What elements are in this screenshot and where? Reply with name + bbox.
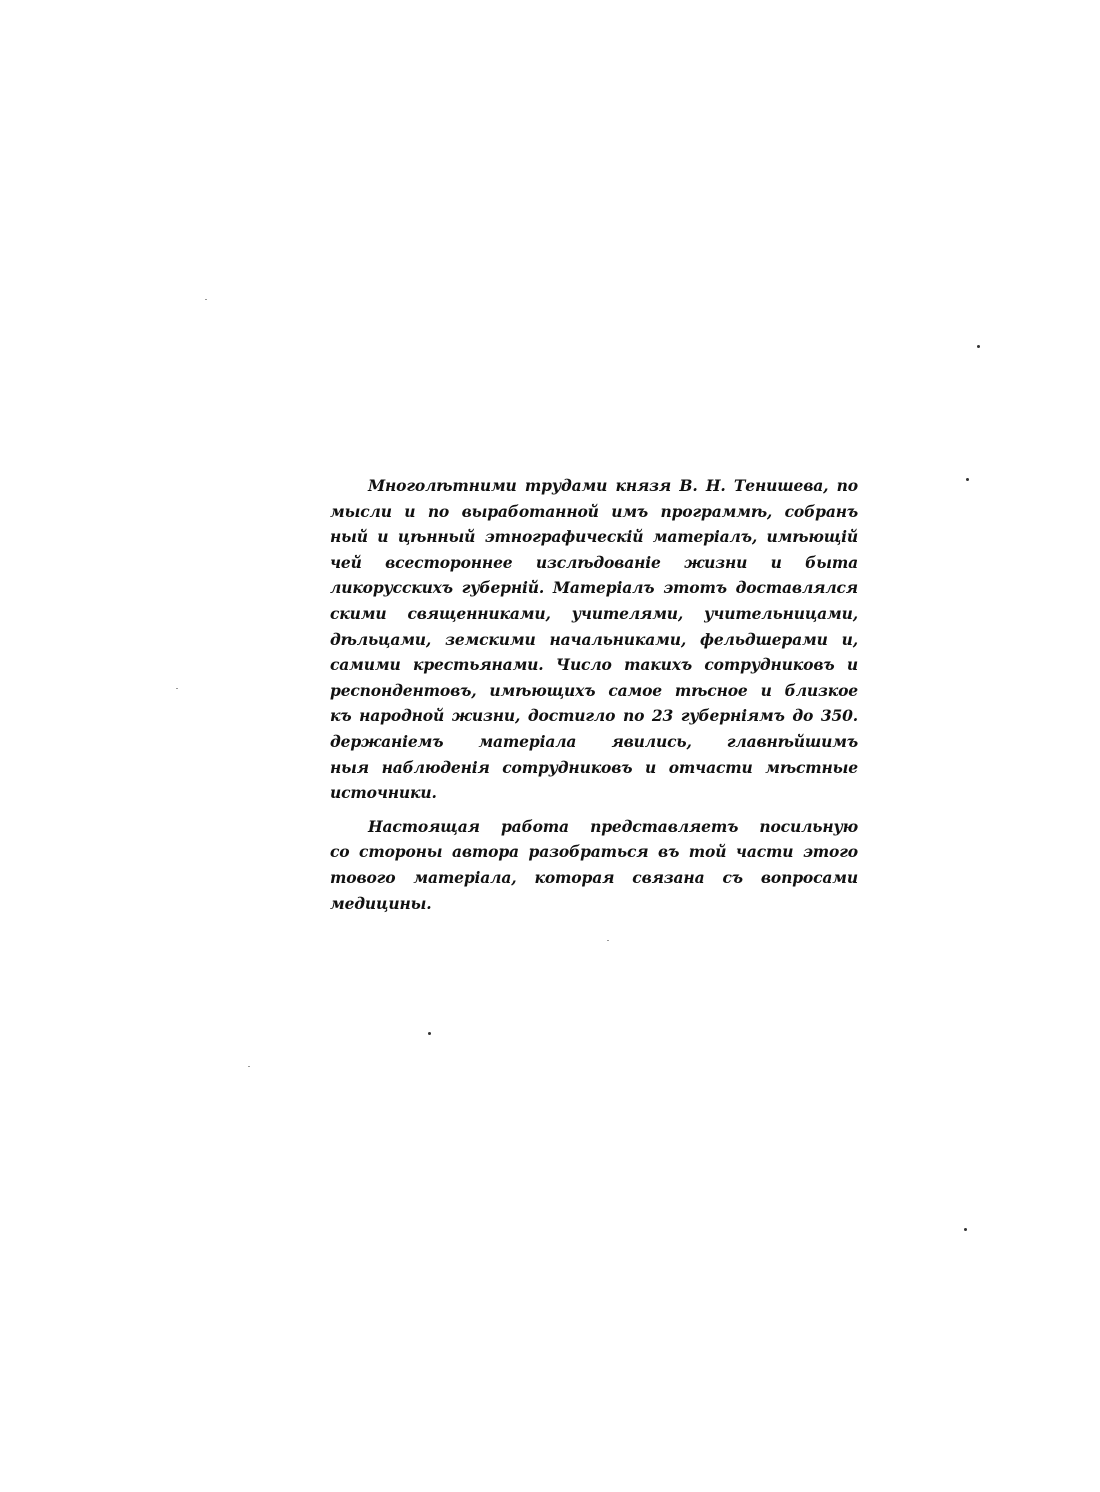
scan-speck <box>428 1032 431 1035</box>
text-line: медицины. <box>330 893 432 913</box>
text-line: со стороны автора разобраться въ той части этого <box>330 842 858 862</box>
text-line: дѣльцами, земскими начальниками, фельдшерами и, <box>330 629 858 649</box>
text-line: чей всестороннее изслѣдованіе жизни и быта <box>330 552 858 572</box>
paragraph-1 <box>330 473 858 806</box>
text-line: самими крестьянами. Число такихъ сотрудниковъ и <box>330 655 858 675</box>
text-line: тового матеріала, которая связана съ вопросами <box>330 867 858 887</box>
scan-speck <box>607 940 609 941</box>
text-line: Многолѣтними трудами князя В. Н. Тенишева, по <box>368 476 858 495</box>
text-line: ный и цѣнный этнографическій матеріалъ, имѣющій <box>330 527 858 547</box>
scan-speck <box>248 1066 250 1067</box>
scan-speck <box>977 345 980 348</box>
text-line: скими священниками, учителями, учительницами, <box>330 603 858 623</box>
text-line: держаніемъ матеріала явились, главнѣйшимъ <box>330 731 858 751</box>
scan-speck <box>966 478 969 481</box>
paragraph-2 <box>330 814 858 916</box>
scan-speck <box>176 688 178 689</box>
text-line: ликорусскихъ губерній. Матеріалъ этотъ доставлялся <box>330 578 858 598</box>
scan-speck <box>205 299 207 300</box>
text-line: респондентовъ, имѣющихъ самое тѣсное и близкое <box>330 680 858 700</box>
scan-speck <box>964 1228 967 1231</box>
paragraph-gap <box>330 806 858 814</box>
text-line: мысли и по выработанной имъ программѣ, собранъ <box>330 501 858 521</box>
text-line: источники. <box>330 783 437 803</box>
preface-text <box>330 473 858 916</box>
text-line: къ народной жизни, достигло по 23 губерніямъ до 350. <box>330 706 858 726</box>
text-line: ныя наблюденія сотрудниковъ и отчасти мѣстные <box>330 757 858 777</box>
text-line: Настоящая работа представляетъ посильную <box>368 816 858 836</box>
